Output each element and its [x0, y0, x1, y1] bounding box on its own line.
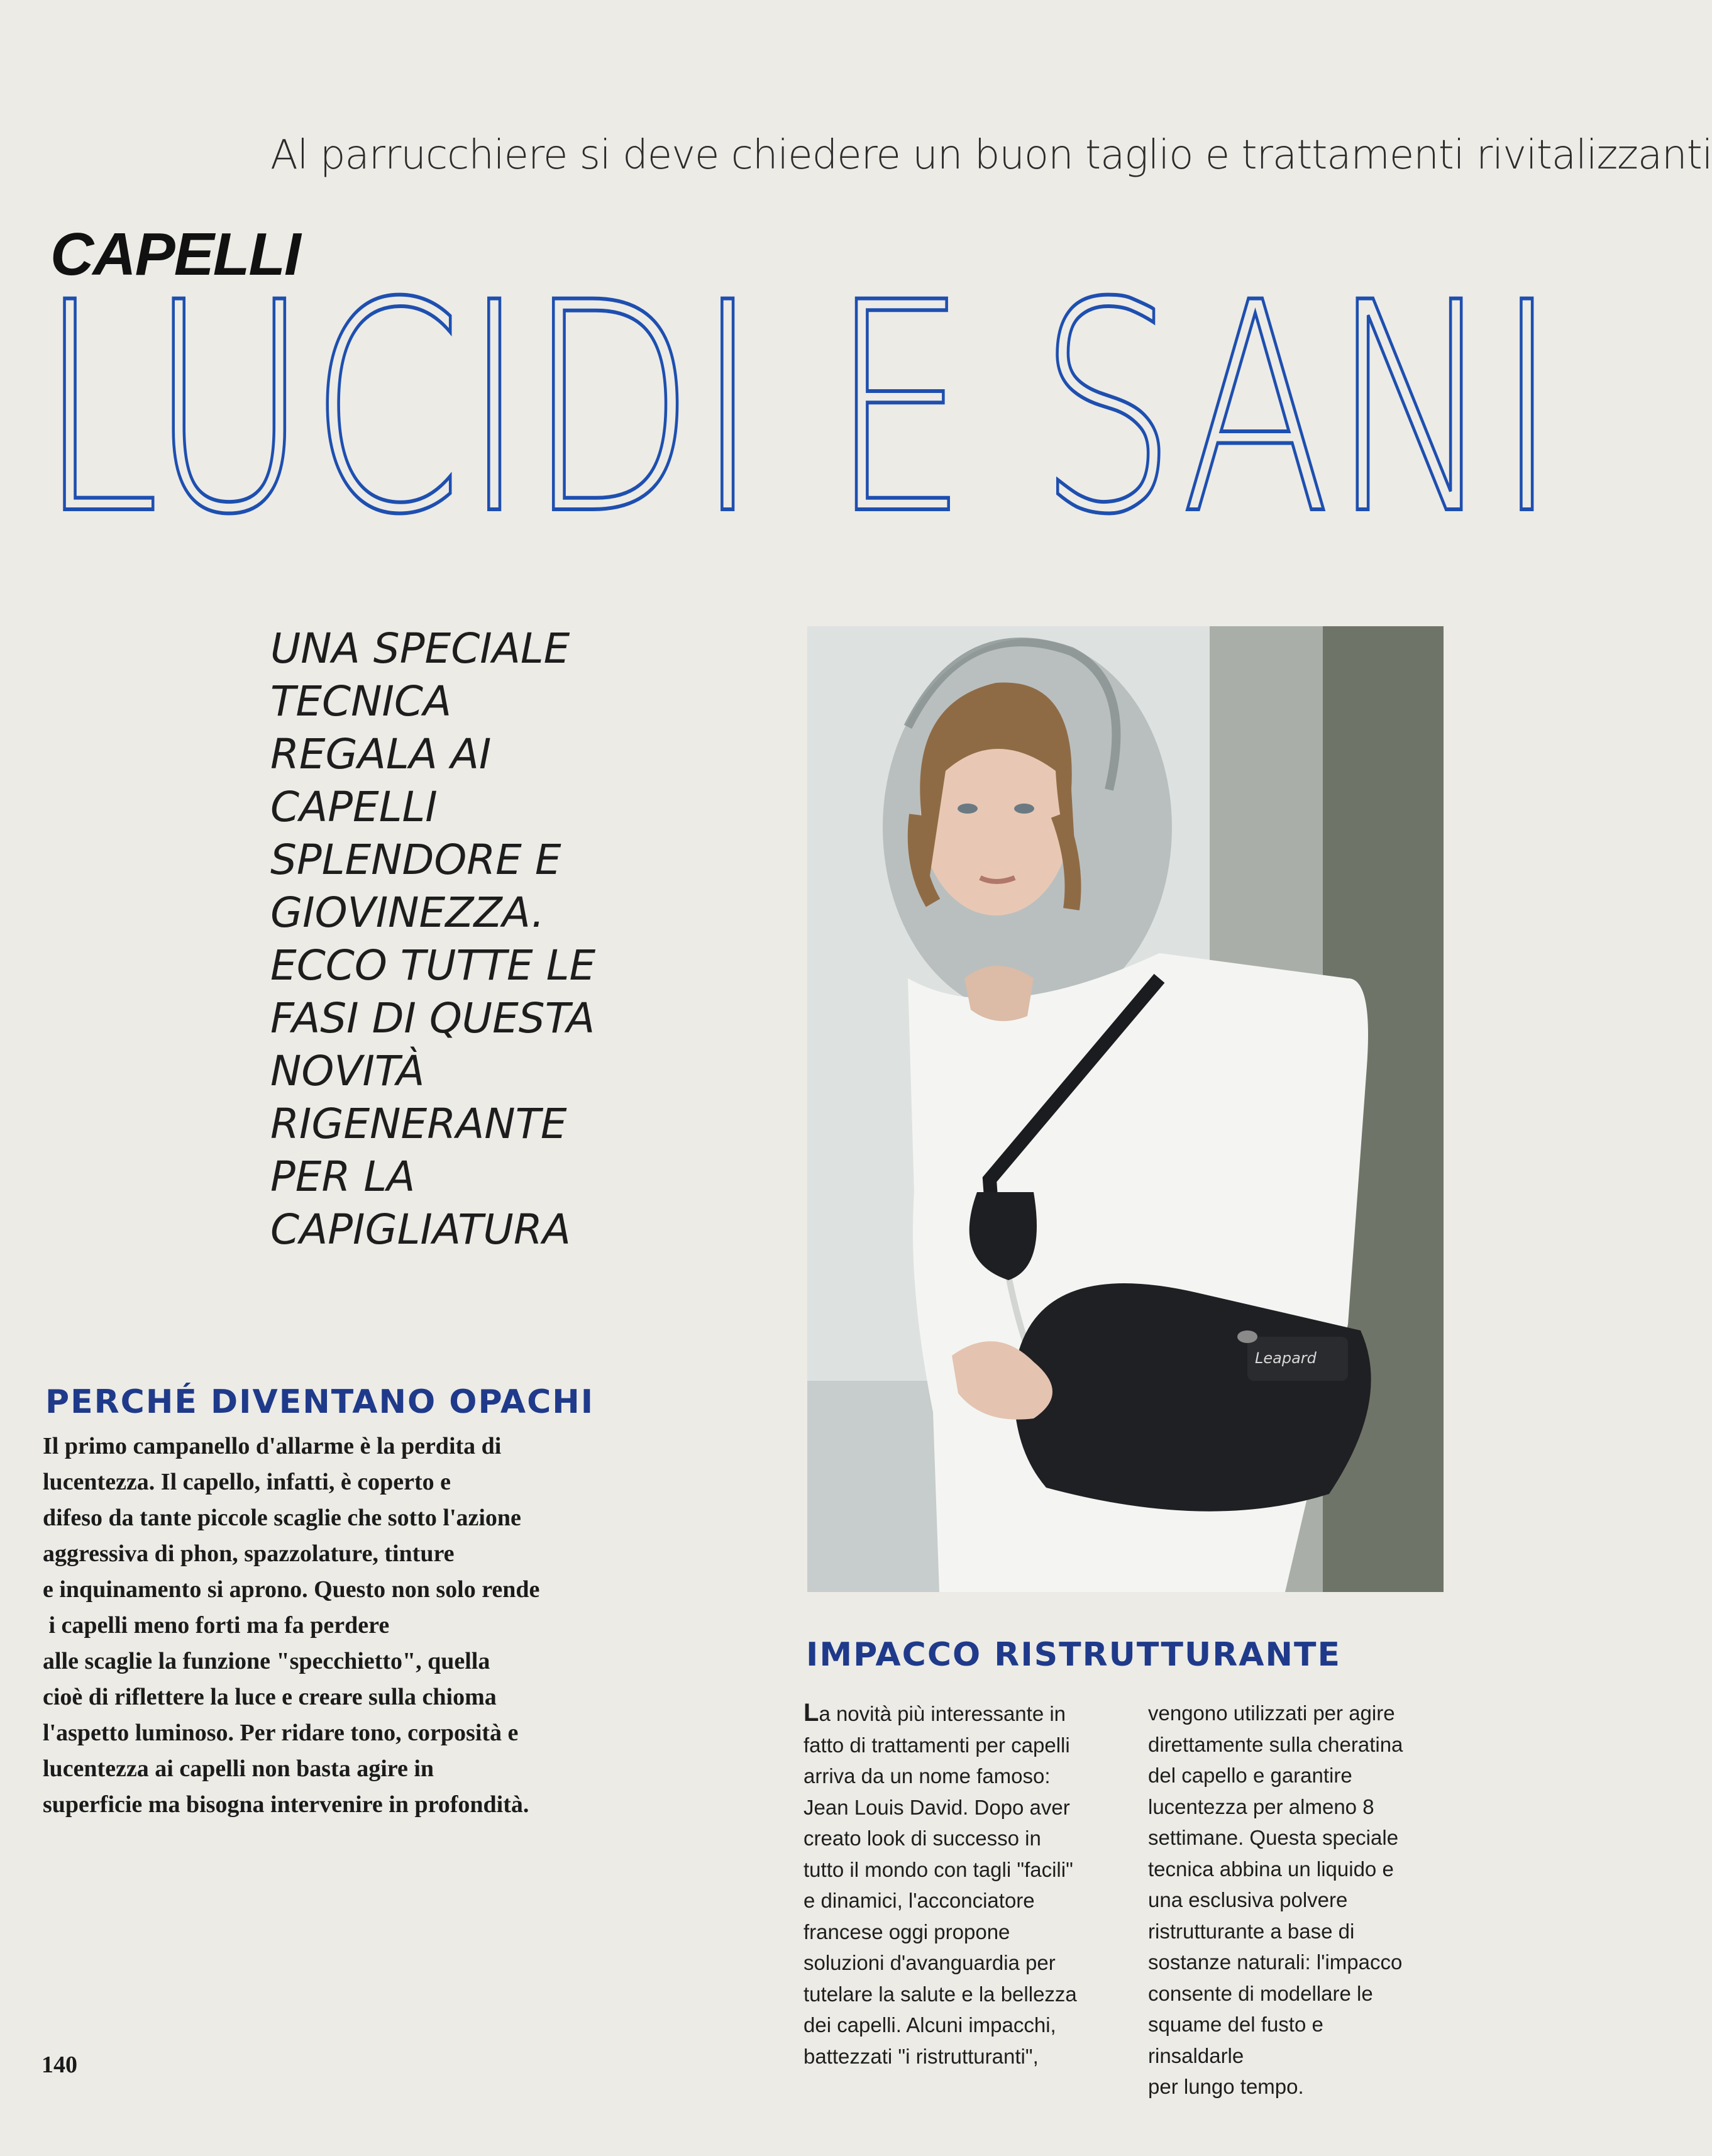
deck-line: TECNICA	[270, 677, 452, 726]
deck-line: REGALA AI	[270, 730, 492, 778]
section-heading: IMPACCO RISTRUTTURANTE	[806, 1636, 1342, 1674]
body-line: fatto di trattamenti per capelli	[804, 1733, 1070, 1757]
body-line: squame del fusto e rinsaldarle	[1148, 2013, 1323, 2067]
deck	[270, 622, 710, 1256]
body-line: tutto il mondo con tagli "facili"	[804, 1857, 1073, 1881]
model-photo	[807, 626, 1444, 1592]
body-text: a novità più interessante in	[819, 1702, 1066, 1725]
deck-line: ECCO TUTTE LE	[270, 941, 596, 990]
body-line: settimane. Questa speciale	[1148, 1826, 1399, 1849]
body-line: battezzati "i ristrutturanti",	[804, 2044, 1039, 2068]
body-line: cioè di riflettere la luce e creare sulla chioma	[43, 1684, 497, 1710]
body-line: vengono utilizzati per agire	[1148, 1701, 1395, 1725]
body-line: arriva da un nome famoso:	[804, 1764, 1051, 1788]
body-line: tecnica abbina un liquido e	[1148, 1857, 1394, 1881]
deck-line: GIOVINEZZA.	[270, 888, 545, 937]
body-line: sostanze naturali: l'impacco	[1148, 1950, 1403, 1974]
bag-label: Leapard	[1255, 1349, 1317, 1367]
page-number: 140	[41, 2052, 77, 2078]
body-line: lucentezza ai capelli non basta agire in	[43, 1755, 434, 1782]
body-line: una esclusiva polvere	[1148, 1888, 1348, 1911]
body-line: direttamente sulla cheratina	[1148, 1732, 1403, 1756]
body-line: per lungo tempo.	[1148, 2075, 1304, 2098]
body-line: i capelli meno forti ma fa perdere	[43, 1612, 390, 1639]
body-line: e dinamici, l'acconciatore	[804, 1889, 1035, 1912]
article-column-2	[1148, 1698, 1425, 2103]
body-line: creato look di successo in	[804, 1827, 1041, 1850]
body-line: e inquinamento si aprono. Questo non solo rende	[43, 1576, 540, 1603]
deck-line: UNA SPECIALE	[270, 624, 570, 673]
body-line: difeso da tante piccole scaglie che sotto l'azione	[43, 1505, 521, 1531]
section-label: CAPELLI	[50, 221, 300, 288]
section-heading: PERCHÉ DIVENTANO OPACHI	[45, 1383, 595, 1421]
body-line: soluzioni d'avanguardia per	[804, 1951, 1056, 1974]
deck-line: SPLENDORE E	[270, 836, 561, 884]
body-line: superficie ma bisogna intervenire in profondità.	[43, 1791, 529, 1818]
section-body	[43, 1429, 646, 1823]
deck-line: CAPELLI	[270, 783, 438, 831]
drop-cap: L	[804, 1699, 819, 1727]
deck-line: PER LA	[270, 1153, 416, 1201]
body-line: dei capelli. Alcuni impacchi,	[804, 2013, 1056, 2037]
body-line: l'aspetto luminoso. Per ridare tono, corposità e	[43, 1720, 519, 1746]
body-line: Jean Louis David. Dopo aver	[804, 1795, 1070, 1819]
body-line: ristrutturante a base di	[1148, 1919, 1355, 1943]
deck-line: RIGENERANTE	[270, 1100, 567, 1148]
body-line: alle scaglie la funzione "specchietto", quella	[43, 1648, 490, 1674]
deck-line: CAPIGLIATURA	[270, 1205, 571, 1254]
page-title-text: LUCIDI E SANI	[38, 241, 1559, 578]
body-line: tutelare la salute e la bellezza	[804, 1982, 1077, 2006]
body-line: aggressiva di phon, spazzolature, tinture	[43, 1540, 455, 1567]
deck-line: NOVITÀ	[270, 1047, 425, 1095]
body-line: lucentezza per almeno 8	[1148, 1794, 1374, 1818]
body-line: lucentezza. Il capello, infatti, è coperto e	[43, 1469, 451, 1495]
body-line: francese oggi propone	[804, 1920, 1010, 1943]
body-line: Il primo campanello d'allarme è la perdita di	[43, 1433, 502, 1459]
body-line: del capello e garantire	[1148, 1764, 1352, 1787]
body-line	[804, 1698, 1080, 1730]
article-column-1	[804, 1698, 1080, 2072]
body-line: consente di modellare le	[1148, 1981, 1373, 2005]
deck-line: FASI DI QUESTA	[270, 994, 595, 1042]
kicker-line: Al parrucchiere si deve chiedere un buon taglio e trattamenti rivitalizzanti	[270, 132, 1712, 179]
